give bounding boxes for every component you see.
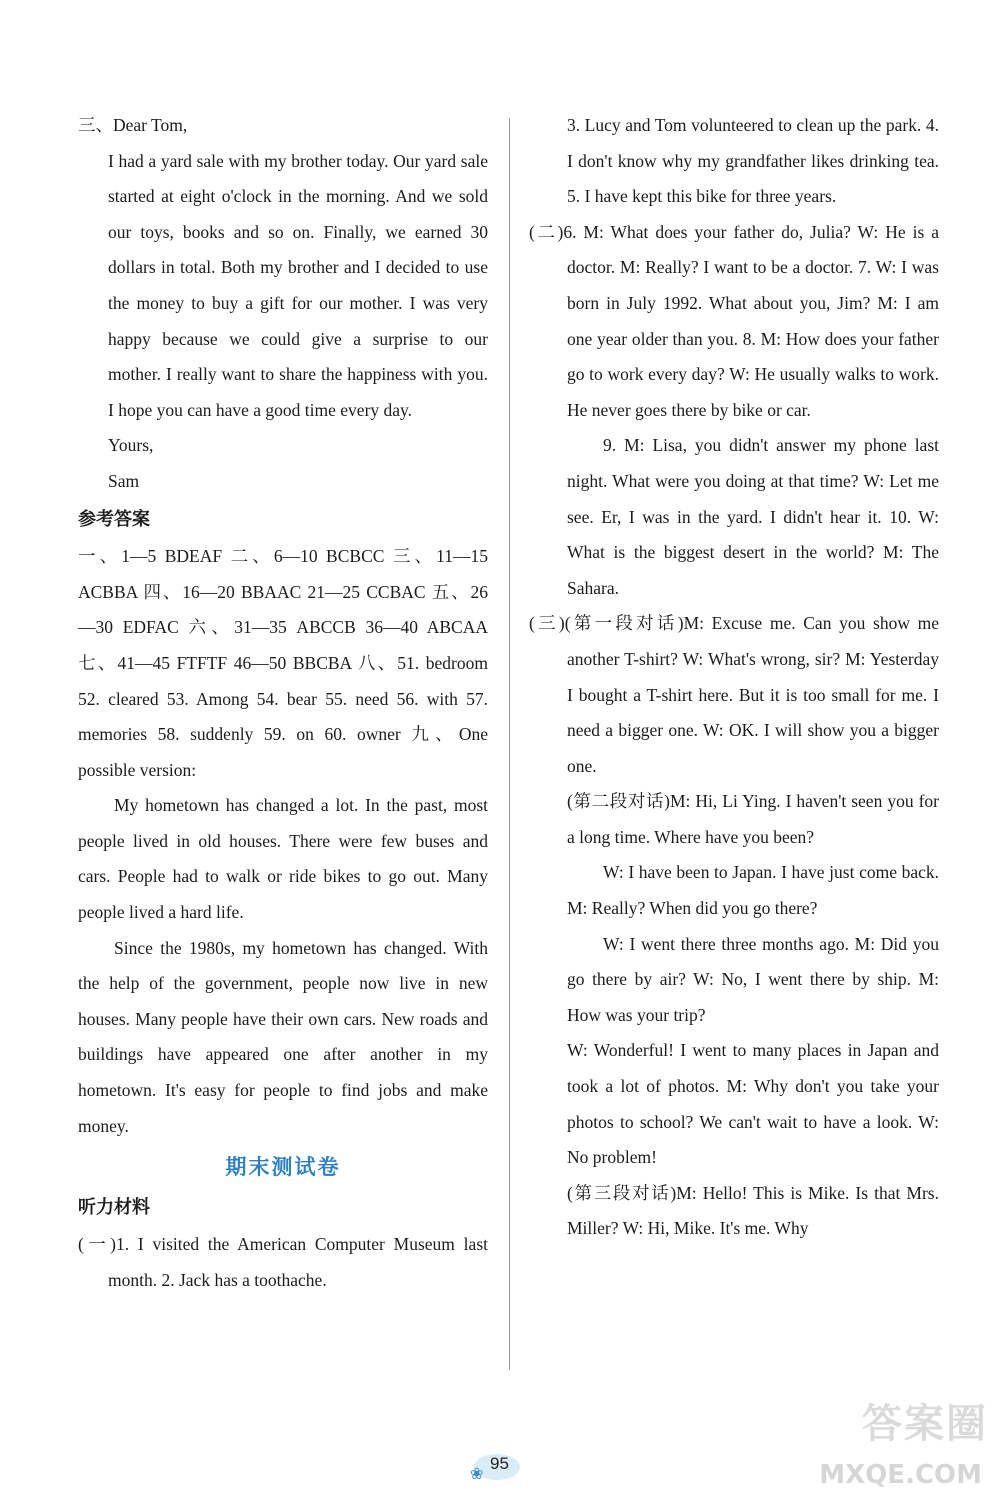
listening-title: 听力材料 [78,1196,150,1218]
answers-title: 参考答案 [78,508,150,530]
column-divider [509,118,510,1370]
watermark-logo: 答案圈 [862,1401,988,1447]
right-column [529,108,939,1247]
left-column [78,108,488,1299]
listening-part-1: (一)1. I visited the American Computer Museum last month. 2. Jack has a toothache. [78,1234,488,1290]
page-number: 95 [490,1454,509,1473]
listening-part-2: (二)6. M: What does your father do, Julia? W: He is a doctor. M: Really? I want to be a doctor. 7. W: I was born in July 1992. What about you, Jim? M: I am one year older than you. 8. M: How does your father go to work every day? W: He usually walks to work. He never goes there by bike or car. [529,221,939,420]
leaf-icon: ❀ [470,1466,484,1483]
essay-paragraph-1: My hometown has changed a lot. In the past, most people lived in old houses. There were few buses and cars. People had to walk or ride bikes to go out. Many people lived a hard life. [78,795,488,923]
listening-items-3-5: 3. Lucy and Tom volunteered to clean up the park. 4. I don't know why my grandfather likes drinking tea. 5. I have kept this bike for three years. [567,115,939,207]
watermark-url: MXQE.COM [819,1460,982,1490]
page-number-badge [470,1448,530,1482]
dialogue-2-line-3: W: Wonderful! I went to many places in Japan and took a lot of photos. M: Why don't you take your photos to school? We can't wait to have a look. W: No problem! [567,1040,939,1168]
dialogue-3-intro: (第三段对话)M: Hello! This is Mike. Is that Mrs. Miller? W: Hi, Mike. It's me. Why [567,1182,939,1239]
dialogue-2-intro: (第二段对话)M: Hi, Li Ying. I haven't seen you for a long time. Where have you been? [567,791,939,847]
answer-key: 一、1—5 BDEAF 二、6—10 BCBCC 三、11—15 ACBBA 四、16—20 BBAAC 21—25 CCBAC 五、26—30 EDFAC 六、31—35 ABCCB 36—40 ABCAA 七、41—45 FTFTF 46—50 BBCBA 八、51. bedroom 52. cleared 53. Among 54. bear 55. need 56. with 57. memories 58. suddenly 59. on 60. owner 九、One possible version: [78,546,488,780]
listening-part-3-dialogue-1: (三)(第一段对话)M: Excuse me. Can you show me another T-shirt? W: What's wrong, sir? M: Yesterday I bought a T-shirt here. But it is too small for me. I need a bigger one. W: OK. I will show you a bigger one. [529,613,939,776]
letter-body: I had a yard sale with my brother today. Our yard sale started at eight o'clock in the morning. And we sold our toys, books and so on. Finally, we earned 30 dollars in total. Both my brother and I decided to use the money to buy a gift for our mother. I was very happy because we could give a surprise to our mother. I really want to share the happiness with you. I hope you can have a good time every day. [108,150,488,420]
letter-closing: Yours, [108,435,154,456]
watermark [818,1392,988,1492]
dialogue-2-line-2: W: I went there three months ago. M: Did you go there by air? W: No, I went there by ship. M: How was your trip? [567,933,939,1025]
section-title: 期末测试卷 [225,1155,341,1180]
essay-paragraph-2: Since the 1980s, my hometown has changed. With the help of the government, people now live in new houses. Many people have their own cars. New roads and buildings have appeared one after another in my hometown. It's easy for people to find jobs and make money. [78,937,488,1136]
letter-heading: 三、Dear Tom, [78,115,188,135]
dialogue-2-line-1: W: I have been to Japan. I have just come back. M: Really? When did you go there? [567,862,939,919]
listening-items-9-10: 9. M: Lisa, you didn't answer my phone last night. What were you doing at that time? W: Let me see. Er, I was in the yard. I didn't hear it. 10. W: What is the biggest desert in the world? M: The Sahara. [567,435,939,598]
letter-signature: Sam [108,470,140,491]
